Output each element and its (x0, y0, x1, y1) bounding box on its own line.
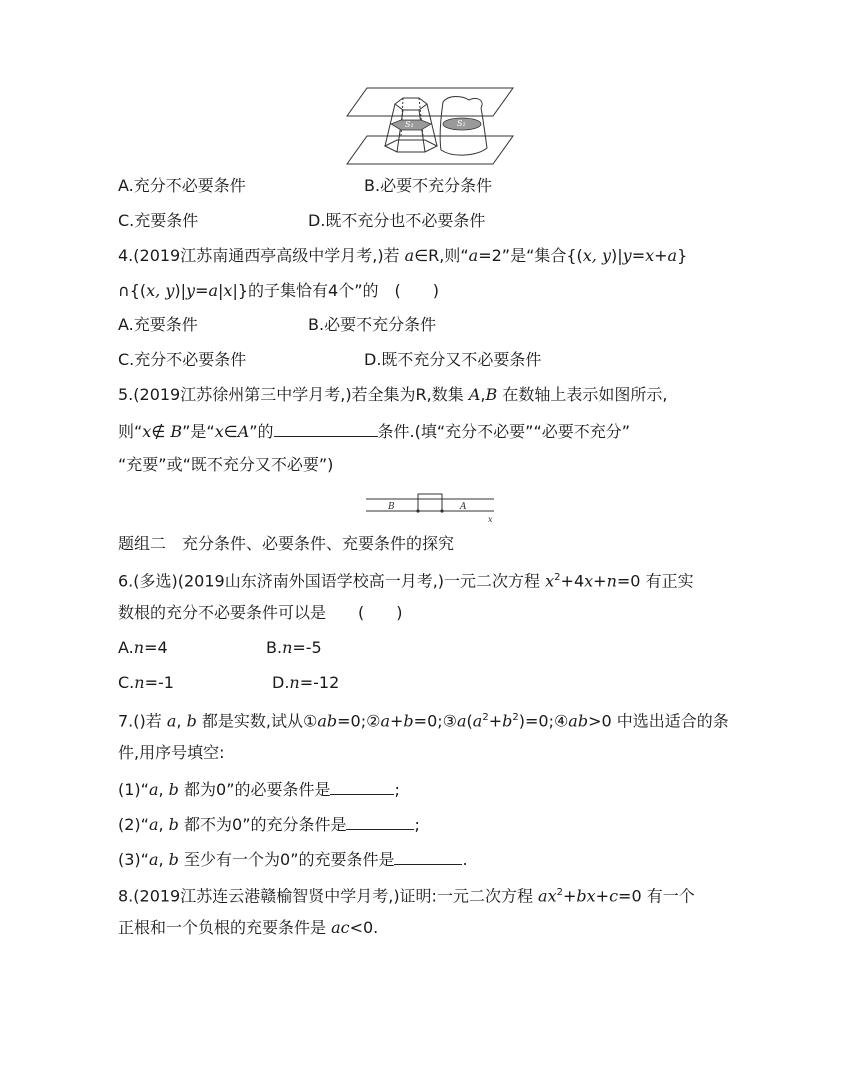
figure-label-s1: S₁ (405, 120, 414, 129)
q3-option-c: C.充要条件 (118, 211, 199, 230)
q7-stem-line1: 7.()若 a, b 都是实数,试从$①ab=0;②a+b=0;③a(a^2+b^2)=0;④ab>0$ 中选出适合的条 (118, 711, 729, 731)
q4-stem-line2: ∩{(x, y)|y=a|x|}的子集恰有4个”的 ( ) (118, 281, 439, 300)
number-line-label-a: A (460, 502, 467, 512)
q7-sub1: (1)“a, b 都为0”的必要条件是 ; (118, 776, 400, 802)
q6-option-a: A.n=4 (118, 638, 168, 657)
q7-sub2: (2)“a, b 都不为0”的充分条件是 ; (118, 811, 420, 837)
q7-stem-line2: 件,用序号填空: (118, 743, 225, 762)
q3-option-b: B.必要不充分条件 (364, 176, 493, 195)
q4-option-c: C.充分不必要条件 (118, 350, 247, 369)
number-line-label-x: x (488, 515, 493, 524)
q3-option-a: A.充分不必要条件 (118, 176, 246, 195)
q5-stem-line2: 则“x∉ B”是“x∈A”的 条件.(填“充分不必要”“必要不充分” (118, 418, 630, 444)
q4-stem-line1: 4.(2019江苏南通西亭高级中学月考,)若 a∈R,则“a=2”是“集合{(x, y)|y=x+a} (118, 246, 688, 265)
q3-option-d: D.既不充分也不必要条件 (308, 211, 486, 230)
q6-option-d: D.n=-12 (272, 673, 340, 692)
q7-sub3: (3)“a, b 至少有一个为0”的充要条件是 . (118, 846, 468, 872)
q6-option-b: B.n=-5 (266, 638, 322, 657)
number-line-figure (366, 490, 498, 524)
group2-heading: 题组二 充分条件、必要条件、充要条件的探究 (118, 534, 455, 553)
figure-label-s2: S₂ (457, 119, 466, 128)
q4-option-b: B.必要不充分条件 (308, 315, 437, 334)
q5-stem-line1: 5.(2019江苏徐州第三中学月考,)若全集为R,数集 A,B 在数轴上表示如图所示, (118, 385, 668, 404)
q6-stem-line2: 数根的充分不必要条件可以是 ( ) (118, 603, 403, 622)
q4-option-d: D.既不充分又不必要条件 (364, 350, 542, 369)
q5-stem-line3: “充要”或“既不充分又不必要”) (118, 455, 334, 474)
q6-option-c: C.n=-1 (118, 673, 174, 692)
number-line-label-b: B (388, 502, 395, 512)
q5-answer-blank[interactable] (274, 418, 378, 437)
q4-option-a: A.充要条件 (118, 315, 198, 334)
q8-stem-line1: 8.(2019江苏连云港赣榆智贤中学月考,)证明:一元二次方程 $ax^2+bx+c=0$ 有一个 (118, 886, 695, 906)
q6-stem-line1: 6.(多选)(2019山东济南外国语学校高一月考,)一元二次方程 $x^2+4x+n=0$ 有正实 (118, 571, 694, 591)
q7-sub2-blank[interactable] (346, 811, 414, 830)
q7-sub1-blank[interactable] (330, 776, 394, 795)
solids-between-planes-figure (345, 86, 515, 166)
q7-sub3-blank[interactable] (394, 846, 462, 865)
q8-stem-line2: 正根和一个负根的充要条件是 ac<0. (118, 918, 379, 937)
